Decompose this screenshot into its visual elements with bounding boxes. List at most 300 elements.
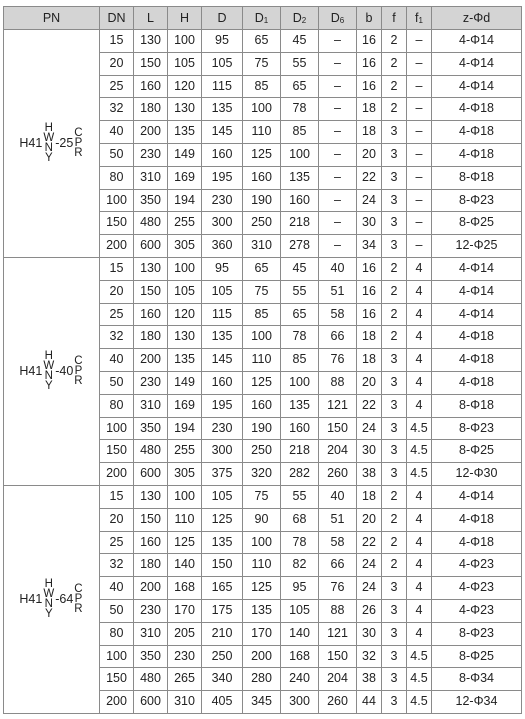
cell-f: 2 — [382, 554, 407, 577]
cell-d2: 278 — [281, 235, 319, 258]
cell-dn: 15 — [100, 485, 134, 508]
header-d: D — [202, 7, 243, 30]
cell-bolts: 4-Φ14 — [432, 52, 522, 75]
cell-d6: 150 — [319, 645, 357, 668]
cell-dn: 32 — [100, 98, 134, 121]
cell-d: 105 — [202, 485, 243, 508]
cell-h: 168 — [168, 577, 202, 600]
cell-b: 24 — [357, 189, 382, 212]
cell-dn: 100 — [100, 417, 134, 440]
cell-d6: 88 — [319, 371, 357, 394]
cell-bolts: 8-Φ25 — [432, 212, 522, 235]
cell-f1: – — [407, 52, 432, 75]
cell-f: 2 — [382, 30, 407, 53]
cell-bolts: 4-Φ23 — [432, 599, 522, 622]
cell-b: 38 — [357, 463, 382, 486]
cell-d6: 40 — [319, 257, 357, 280]
cell-f: 3 — [382, 121, 407, 144]
cell-d: 195 — [202, 166, 243, 189]
cell-bolts: 8-Φ34 — [432, 668, 522, 691]
cell-b: 18 — [357, 349, 382, 372]
cell-d6: 51 — [319, 280, 357, 303]
cell-d: 145 — [202, 121, 243, 144]
cell-d6: 66 — [319, 326, 357, 349]
cell-b: 16 — [357, 75, 382, 98]
cell-bolts: 4-Φ14 — [432, 280, 522, 303]
cell-h: 135 — [168, 349, 202, 372]
cell-bolts: 4-Φ18 — [432, 531, 522, 554]
cell-d2: 218 — [281, 212, 319, 235]
cell-l: 160 — [134, 303, 168, 326]
cell-f1: 4 — [407, 554, 432, 577]
cell-f1: – — [407, 235, 432, 258]
model-type-stack — [43, 123, 54, 163]
cell-l: 230 — [134, 371, 168, 394]
model-prefix: H41 — [19, 364, 43, 379]
cell-d6: 260 — [319, 463, 357, 486]
cell-d: 115 — [202, 75, 243, 98]
header-d6: $D_6$ — [319, 7, 357, 30]
cell-f1: 4 — [407, 531, 432, 554]
cell-d2: 82 — [281, 554, 319, 577]
table-body — [4, 30, 522, 714]
cell-d1: 125 — [243, 143, 281, 166]
cell-d6: 58 — [319, 531, 357, 554]
cell-d1: 100 — [243, 98, 281, 121]
cell-d6: – — [319, 30, 357, 53]
cell-h: 125 — [168, 531, 202, 554]
cell-d: 230 — [202, 189, 243, 212]
model-material-letter: P — [74, 137, 83, 150]
cell-d: 135 — [202, 531, 243, 554]
cell-d: 95 — [202, 257, 243, 280]
model-material-stack — [74, 128, 82, 158]
cell-h: 305 — [168, 235, 202, 258]
cell-bolts: 8-Φ23 — [432, 417, 522, 440]
cell-d6: 260 — [319, 691, 357, 714]
model-designation — [19, 351, 83, 391]
model-material-letter: C — [74, 355, 83, 368]
cell-d1: 125 — [243, 577, 281, 600]
cell-b: 24 — [357, 577, 382, 600]
cell-l: 310 — [134, 622, 168, 645]
cell-d1: 75 — [243, 52, 281, 75]
cell-b: 18 — [357, 326, 382, 349]
cell-bolts: 4-Φ14 — [432, 257, 522, 280]
cell-d2: 282 — [281, 463, 319, 486]
cell-b: 24 — [357, 417, 382, 440]
cell-d6: – — [319, 166, 357, 189]
cell-f1: 4 — [407, 326, 432, 349]
cell-d1: 100 — [243, 326, 281, 349]
cell-d6: 121 — [319, 622, 357, 645]
cell-d: 135 — [202, 98, 243, 121]
cell-h: 100 — [168, 485, 202, 508]
cell-bolts: 8-Φ18 — [432, 394, 522, 417]
cell-b: 44 — [357, 691, 382, 714]
cell-d1: 170 — [243, 622, 281, 645]
cell-dn: 25 — [100, 303, 134, 326]
cell-d1: 75 — [243, 485, 281, 508]
model-material-letter: P — [74, 365, 83, 378]
cell-b: 20 — [357, 143, 382, 166]
model-type-letter: H — [44, 122, 53, 135]
header-d2: $D_2$ — [281, 7, 319, 30]
model-material-letter: P — [74, 593, 83, 606]
cell-d: 230 — [202, 417, 243, 440]
cell-f: 3 — [382, 440, 407, 463]
cell-bolts: 4-Φ18 — [432, 143, 522, 166]
cell-d1: 200 — [243, 645, 281, 668]
cell-d: 300 — [202, 440, 243, 463]
cell-f1: 4 — [407, 257, 432, 280]
cell-d6: 204 — [319, 668, 357, 691]
model-material-stack — [74, 356, 82, 386]
cell-bolts: 12-Φ25 — [432, 235, 522, 258]
cell-d6: 150 — [319, 417, 357, 440]
model-type-letter: W — [43, 588, 55, 601]
cell-f1: 4.5 — [407, 463, 432, 486]
cell-d6: 40 — [319, 485, 357, 508]
cell-dn: 200 — [100, 463, 134, 486]
cell-d: 195 — [202, 394, 243, 417]
model-designation — [19, 579, 83, 619]
cell-dn: 20 — [100, 508, 134, 531]
cell-d2: 160 — [281, 417, 319, 440]
cell-d1: 110 — [243, 554, 281, 577]
cell-dn: 200 — [100, 235, 134, 258]
model-type-letter: W — [43, 360, 55, 373]
cell-b: 20 — [357, 508, 382, 531]
cell-d2: 85 — [281, 349, 319, 372]
cell-d2: 78 — [281, 326, 319, 349]
cell-d2: 45 — [281, 257, 319, 280]
cell-f: 3 — [382, 212, 407, 235]
cell-l: 350 — [134, 417, 168, 440]
cell-bolts: 4-Φ18 — [432, 371, 522, 394]
cell-b: 24 — [357, 554, 382, 577]
cell-d1: 190 — [243, 417, 281, 440]
cell-d6: 76 — [319, 349, 357, 372]
cell-dn: 40 — [100, 577, 134, 600]
model-type-letter: Y — [44, 380, 53, 393]
cell-d: 125 — [202, 508, 243, 531]
cell-f1: 4.5 — [407, 668, 432, 691]
cell-dn: 150 — [100, 212, 134, 235]
cell-b: 30 — [357, 440, 382, 463]
cell-d: 210 — [202, 622, 243, 645]
cell-dn: 80 — [100, 622, 134, 645]
cell-h: 265 — [168, 668, 202, 691]
cell-l: 350 — [134, 645, 168, 668]
cell-d: 160 — [202, 143, 243, 166]
cell-d1: 345 — [243, 691, 281, 714]
model-type-letter: N — [44, 598, 53, 611]
cell-l: 150 — [134, 280, 168, 303]
cell-d2: 100 — [281, 143, 319, 166]
model-type-letter: Y — [44, 152, 53, 165]
cell-h: 120 — [168, 303, 202, 326]
cell-h: 230 — [168, 645, 202, 668]
cell-f1: 4 — [407, 508, 432, 531]
cell-d1: 125 — [243, 371, 281, 394]
cell-f: 2 — [382, 257, 407, 280]
cell-d: 145 — [202, 349, 243, 372]
cell-f1: 4 — [407, 622, 432, 645]
cell-h: 170 — [168, 599, 202, 622]
cell-d6: 66 — [319, 554, 357, 577]
cell-d1: 100 — [243, 531, 281, 554]
cell-d: 300 — [202, 212, 243, 235]
cell-dn: 50 — [100, 371, 134, 394]
cell-d2: 55 — [281, 280, 319, 303]
model-pressure: -64 — [55, 592, 74, 607]
cell-f1: – — [407, 212, 432, 235]
cell-d1: 160 — [243, 166, 281, 189]
model-material-letter: C — [74, 127, 83, 140]
cell-d1: 75 — [243, 280, 281, 303]
cell-dn: 50 — [100, 143, 134, 166]
header-d1: $D_1$ — [243, 7, 281, 30]
cell-d6: – — [319, 121, 357, 144]
cell-l: 310 — [134, 166, 168, 189]
cell-b: 16 — [357, 257, 382, 280]
cell-l: 130 — [134, 485, 168, 508]
cell-b: 30 — [357, 212, 382, 235]
model-type-letter: W — [43, 132, 55, 145]
cell-f: 3 — [382, 394, 407, 417]
model-type-letter: N — [44, 370, 53, 383]
header-f1: $f_1$ — [407, 7, 432, 30]
cell-d1: 85 — [243, 303, 281, 326]
cell-b: 26 — [357, 599, 382, 622]
cell-d2: 55 — [281, 485, 319, 508]
cell-d2: 160 — [281, 189, 319, 212]
cell-h: 130 — [168, 326, 202, 349]
cell-d2: 95 — [281, 577, 319, 600]
cell-l: 160 — [134, 531, 168, 554]
cell-f: 3 — [382, 577, 407, 600]
cell-l: 600 — [134, 235, 168, 258]
cell-d: 150 — [202, 554, 243, 577]
header-row — [4, 7, 522, 30]
cell-d2: 100 — [281, 371, 319, 394]
cell-b: 34 — [357, 235, 382, 258]
cell-f1: 4 — [407, 599, 432, 622]
cell-f: 2 — [382, 98, 407, 121]
cell-b: 16 — [357, 30, 382, 53]
cell-d6: – — [319, 98, 357, 121]
cell-f: 3 — [382, 371, 407, 394]
cell-d2: 300 — [281, 691, 319, 714]
cell-f: 3 — [382, 417, 407, 440]
header-l: L — [134, 7, 168, 30]
cell-l: 200 — [134, 577, 168, 600]
cell-bolts: 8-Φ25 — [432, 645, 522, 668]
cell-d1: 250 — [243, 212, 281, 235]
cell-dn: 100 — [100, 645, 134, 668]
header-pn: PN — [4, 7, 100, 30]
cell-d6: 58 — [319, 303, 357, 326]
cell-d2: 218 — [281, 440, 319, 463]
cell-d2: 65 — [281, 303, 319, 326]
cell-b: 22 — [357, 166, 382, 189]
cell-bolts: 12-Φ30 — [432, 463, 522, 486]
cell-l: 130 — [134, 30, 168, 53]
cell-bolts: 4-Φ14 — [432, 30, 522, 53]
cell-bolts: 4-Φ18 — [432, 349, 522, 372]
cell-bolts: 8-Φ23 — [432, 189, 522, 212]
cell-d: 375 — [202, 463, 243, 486]
cell-f: 2 — [382, 508, 407, 531]
cell-f: 3 — [382, 599, 407, 622]
cell-f1: 4.5 — [407, 417, 432, 440]
cell-f1: 4 — [407, 303, 432, 326]
model-material-letter: R — [74, 603, 83, 616]
cell-l: 150 — [134, 52, 168, 75]
cell-d6: – — [319, 235, 357, 258]
model-type-letter: H — [44, 578, 53, 591]
cell-l: 200 — [134, 121, 168, 144]
cell-f1: 4.5 — [407, 691, 432, 714]
cell-d1: 135 — [243, 599, 281, 622]
cell-d6: – — [319, 212, 357, 235]
cell-d: 115 — [202, 303, 243, 326]
cell-d2: 85 — [281, 121, 319, 144]
cell-d2: 45 — [281, 30, 319, 53]
cell-l: 160 — [134, 75, 168, 98]
cell-bolts: 8-Φ25 — [432, 440, 522, 463]
cell-b: 18 — [357, 98, 382, 121]
table-row — [4, 30, 522, 53]
cell-h: 130 — [168, 98, 202, 121]
cell-f: 3 — [382, 622, 407, 645]
cell-f1: – — [407, 30, 432, 53]
cell-b: 30 — [357, 622, 382, 645]
cell-d1: 90 — [243, 508, 281, 531]
cell-d2: 105 — [281, 599, 319, 622]
cell-f: 3 — [382, 645, 407, 668]
model-material-letter: C — [74, 583, 83, 596]
cell-d6: 76 — [319, 577, 357, 600]
cell-bolts: 4-Φ14 — [432, 75, 522, 98]
cell-d2: 135 — [281, 394, 319, 417]
header-b: b — [357, 7, 382, 30]
cell-bolts: 4-Φ14 — [432, 303, 522, 326]
cell-d6: – — [319, 75, 357, 98]
cell-b: 22 — [357, 531, 382, 554]
cell-h: 149 — [168, 143, 202, 166]
cell-d1: 320 — [243, 463, 281, 486]
cell-b: 32 — [357, 645, 382, 668]
cell-h: 135 — [168, 121, 202, 144]
header-dn: DN — [100, 7, 134, 30]
cell-d2: 78 — [281, 531, 319, 554]
cell-h: 305 — [168, 463, 202, 486]
cell-d2: 135 — [281, 166, 319, 189]
cell-b: 18 — [357, 485, 382, 508]
cell-f1: 4.5 — [407, 440, 432, 463]
cell-l: 230 — [134, 599, 168, 622]
cell-h: 169 — [168, 166, 202, 189]
cell-h: 194 — [168, 189, 202, 212]
cell-dn: 32 — [100, 326, 134, 349]
cell-d2: 55 — [281, 52, 319, 75]
cell-h: 120 — [168, 75, 202, 98]
cell-dn: 15 — [100, 30, 134, 53]
cell-h: 140 — [168, 554, 202, 577]
cell-h: 255 — [168, 212, 202, 235]
cell-dn: 20 — [100, 52, 134, 75]
cell-d1: 110 — [243, 121, 281, 144]
cell-b: 16 — [357, 303, 382, 326]
cell-bolts: 8-Φ18 — [432, 166, 522, 189]
cell-l: 600 — [134, 463, 168, 486]
cell-d1: 310 — [243, 235, 281, 258]
cell-d: 340 — [202, 668, 243, 691]
cell-f1: 4 — [407, 280, 432, 303]
cell-b: 20 — [357, 371, 382, 394]
cell-d1: 65 — [243, 257, 281, 280]
cell-f1: – — [407, 143, 432, 166]
cell-f1: – — [407, 189, 432, 212]
cell-dn: 40 — [100, 349, 134, 372]
pn-model-cell — [4, 257, 100, 485]
cell-d1: 250 — [243, 440, 281, 463]
cell-dn: 80 — [100, 394, 134, 417]
cell-h: 205 — [168, 622, 202, 645]
cell-f: 2 — [382, 326, 407, 349]
cell-d: 405 — [202, 691, 243, 714]
model-pressure: -40 — [55, 364, 74, 379]
cell-d1: 85 — [243, 75, 281, 98]
cell-l: 480 — [134, 212, 168, 235]
cell-d: 105 — [202, 52, 243, 75]
cell-f: 2 — [382, 303, 407, 326]
header-f: f — [382, 7, 407, 30]
cell-d: 250 — [202, 645, 243, 668]
cell-dn: 25 — [100, 531, 134, 554]
cell-l: 180 — [134, 98, 168, 121]
model-material-letter: R — [74, 147, 83, 160]
cell-d6: – — [319, 189, 357, 212]
cell-bolts: 4-Φ23 — [432, 577, 522, 600]
cell-h: 149 — [168, 371, 202, 394]
table-row — [4, 485, 522, 508]
cell-f1: 4 — [407, 394, 432, 417]
cell-d6: 204 — [319, 440, 357, 463]
valve-dimension-table — [3, 6, 522, 714]
cell-d2: 68 — [281, 508, 319, 531]
cell-b: 18 — [357, 121, 382, 144]
cell-f1: 4 — [407, 485, 432, 508]
model-prefix: H41 — [19, 592, 43, 607]
model-pressure: -25 — [55, 136, 74, 151]
cell-dn: 50 — [100, 599, 134, 622]
cell-dn: 80 — [100, 166, 134, 189]
cell-b: 16 — [357, 280, 382, 303]
cell-dn: 32 — [100, 554, 134, 577]
cell-f: 2 — [382, 280, 407, 303]
cell-dn: 20 — [100, 280, 134, 303]
cell-h: 100 — [168, 30, 202, 53]
cell-l: 350 — [134, 189, 168, 212]
cell-f1: – — [407, 75, 432, 98]
cell-dn: 100 — [100, 189, 134, 212]
cell-b: 22 — [357, 394, 382, 417]
cell-d: 360 — [202, 235, 243, 258]
pn-model-cell — [4, 30, 100, 258]
